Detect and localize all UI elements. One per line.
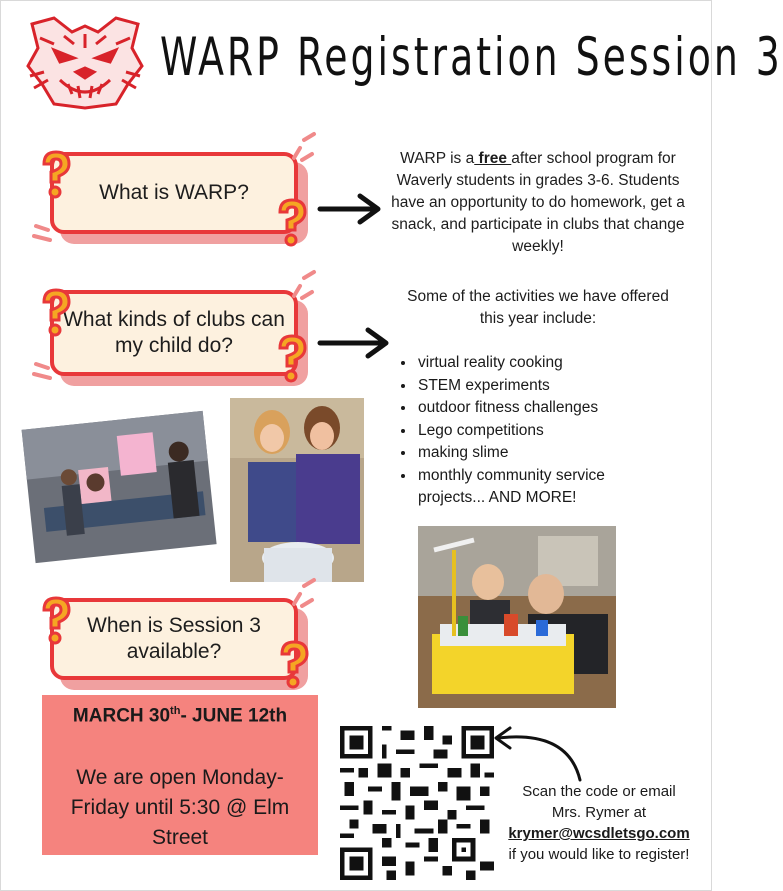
list-item: • Lego competitions xyxy=(416,420,666,443)
question-box-when xyxy=(50,598,308,690)
question-when-label: When is Session 3 available? xyxy=(87,614,261,663)
list-item: • outdoor fitness challenges xyxy=(416,397,666,420)
contact-name: Mrs. Rymer at xyxy=(551,804,647,821)
question-mark-icon xyxy=(274,638,314,690)
list-item: • virtual reality cooking xyxy=(416,352,666,375)
register-text: if you would like to register! xyxy=(508,846,690,863)
sparkle-decoration xyxy=(290,270,320,300)
arrow-right-icon xyxy=(318,327,390,359)
question-box-what xyxy=(50,152,308,244)
boys-with-lego-project-photo xyxy=(418,526,616,708)
qr-code-icon[interactable] xyxy=(340,726,494,880)
question-mark-icon xyxy=(36,286,76,338)
curved-arrow-icon xyxy=(488,722,588,786)
question-mark-icon xyxy=(272,332,312,384)
registration-info xyxy=(492,781,706,865)
session-hours: We are open Monday-Friday until 5:30 @ Elm Street xyxy=(70,766,290,849)
sparkle-decoration xyxy=(290,132,320,162)
students-holding-artwork-photo xyxy=(22,410,216,562)
wildcat-mascot-icon xyxy=(24,14,146,110)
warp-description: WARP is a free after school program for Waverly students in grades 3-6. Students have an opportunity to do homework, get a snack, and participate in clubs that change weekly! xyxy=(391,150,685,255)
sparkle-decoration xyxy=(30,222,60,252)
sparkle-decoration xyxy=(30,360,60,390)
list-item: • monthly community service projects... AND MORE! xyxy=(416,465,666,510)
list-item: • STEM experiments xyxy=(416,375,666,398)
session-dates: MARCH 30th- JUNE 12th xyxy=(72,705,288,727)
question-what-label: What is WARP? xyxy=(99,181,249,204)
scan-text: Scan the code or email xyxy=(522,783,676,800)
question-mark-icon xyxy=(36,594,76,646)
session-dates-box xyxy=(42,695,318,855)
activities-intro: Some of the activities we have offered this year include: xyxy=(407,288,669,327)
question-mark-icon xyxy=(272,196,312,248)
question-box-clubs xyxy=(50,290,308,386)
list-item: • making slime xyxy=(416,442,666,465)
question-clubs-label: What kinds of clubs can my child do? xyxy=(63,308,285,357)
activities-list xyxy=(398,352,666,510)
question-mark-icon xyxy=(36,148,76,200)
sparkle-decoration xyxy=(290,578,320,608)
arrow-right-icon xyxy=(318,193,382,225)
email-link[interactable]: krymer@wcsdletsgo.com xyxy=(508,825,690,842)
two-girls-with-slime-photo xyxy=(230,398,364,582)
page-title: WARP Registration Session 3 xyxy=(160,26,783,88)
